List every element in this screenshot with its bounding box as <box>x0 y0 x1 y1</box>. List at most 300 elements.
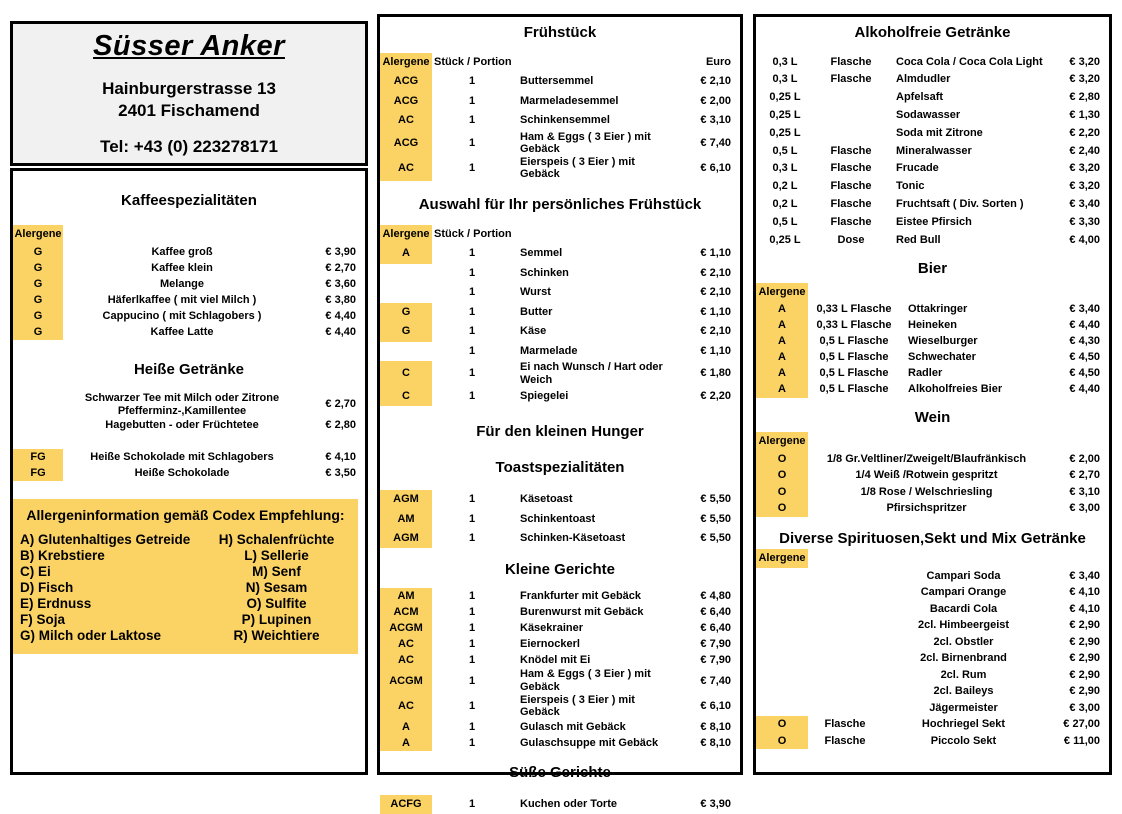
quantity-cell: 1 <box>468 798 476 811</box>
quantity-cell: 1 <box>468 674 476 687</box>
right-menu-box <box>753 14 1112 775</box>
item-name-line-1: Schwarzer Tee mit Milch oder Zitrone <box>84 392 280 404</box>
container-cell <box>808 601 882 618</box>
wine-item-list <box>756 451 1109 517</box>
menu-row <box>380 668 740 693</box>
menu-row <box>13 417 365 433</box>
quantity-cell: 1 <box>468 266 476 279</box>
allergen-cell: O <box>756 716 808 733</box>
item-name: Eierspeis ( 3 Eier ) mit Gebäck <box>520 155 635 181</box>
allergen-info-entry: G) Milch oder Laktose <box>20 628 162 644</box>
allergen-cell <box>756 568 808 585</box>
menu-row <box>380 264 740 284</box>
wine-section <box>756 408 1109 517</box>
item-name: Knödel mit Ei <box>520 654 591 667</box>
menu-row <box>380 735 740 751</box>
quantity-cell: 1 <box>468 344 476 357</box>
item-price: € 2,90 <box>1069 685 1100 698</box>
quantity-cell: 1 <box>468 162 476 175</box>
beer-item-list <box>756 302 1109 398</box>
item-price: € 3,40 <box>1069 197 1100 210</box>
item-name: Tonic <box>896 180 925 193</box>
allergen-info-entry: H) Schalenfrüchte <box>218 532 335 548</box>
allergen-info-right-column <box>199 532 354 644</box>
sweet-dishes-section-title: Süße Gerichte <box>509 763 611 781</box>
item-price: € 3,00 <box>1069 502 1100 515</box>
quantity-cell: 1 <box>468 136 476 149</box>
item-name: Heiße Schokolade mit Schlagobers <box>90 450 274 463</box>
allergen-cell: ACG <box>380 72 432 92</box>
item-price: € 4,40 <box>325 325 356 338</box>
container-cell: Flasche <box>824 718 866 731</box>
item-price: € 6,10 <box>700 699 731 712</box>
allergen-info-entry: D) Fisch <box>20 580 74 596</box>
menu-row <box>756 584 1109 601</box>
item-price: € 3,90 <box>700 798 731 811</box>
item-name: Sodawasser <box>896 108 961 121</box>
size-cell: 0,33 L Flasche <box>816 303 892 316</box>
menu-row <box>380 604 740 620</box>
spirits-item-list <box>756 568 1109 750</box>
allergen-info-entry: F) Soja <box>20 612 66 628</box>
allergen-info-title: Allergeninformation gemäß Codex Empfehlung: <box>26 507 345 524</box>
item-price: € 3,60 <box>325 277 356 290</box>
item-price: € 3,40 <box>1069 303 1100 316</box>
item-name: Eierspeis ( 3 Eier ) mit Gebäck <box>520 693 635 719</box>
container-cell <box>814 106 888 124</box>
menu-row <box>380 361 740 386</box>
item-name: Käse <box>520 325 547 338</box>
item-name: Gulasch mit Gebäck <box>520 720 626 733</box>
allergen-info-entry: N) Sesam <box>245 580 308 596</box>
menu-row <box>756 634 1109 651</box>
menu-row <box>380 529 740 549</box>
item-name: Cappucino ( mit Schlagobers ) <box>102 309 262 322</box>
item-name: Burenwurst mit Gebäck <box>520 606 644 619</box>
size-cell: 0,3 L <box>772 73 798 86</box>
item-name: Campari Orange <box>920 586 1007 599</box>
allergen-column-header: Alergene <box>380 53 432 72</box>
quantity-cell: 1 <box>468 114 476 127</box>
allergen-cell: G <box>380 322 432 342</box>
item-name: Schinken-Käsetoast <box>520 532 626 545</box>
menu-row <box>756 568 1109 585</box>
item-name: Ei nach Wunsch / Hart oder Weich <box>520 361 663 386</box>
beer-section <box>756 259 1109 398</box>
allergen-cell: FG <box>13 449 63 465</box>
item-price: € 2,80 <box>1069 91 1100 104</box>
item-price: € 4,40 <box>1069 319 1100 332</box>
menu-row <box>380 244 740 264</box>
size-cell: 0,5 L Flasche <box>819 367 889 380</box>
item-name: Heineken <box>908 319 957 332</box>
allergen-column-header: Alergene <box>13 225 63 244</box>
allergen-header-row <box>756 549 1109 568</box>
item-price: € 3,20 <box>1069 73 1100 86</box>
item-price: € 2,10 <box>700 286 731 299</box>
allergen-cell <box>13 417 63 433</box>
item-price: € 4,80 <box>700 590 731 603</box>
menu-row <box>380 694 740 719</box>
toast-item-list <box>380 490 740 549</box>
quantity-cell: 1 <box>468 94 476 107</box>
spirits-section <box>756 529 1109 750</box>
item-price: € 4,40 <box>325 309 356 322</box>
allergen-cell <box>13 392 63 417</box>
small-dishes-section <box>380 560 740 751</box>
item-price: € 1,10 <box>700 247 731 260</box>
menu-row <box>756 667 1109 684</box>
allergen-cell: ACGM <box>380 620 432 636</box>
menu-row <box>756 500 1109 517</box>
allergen-cell: A <box>756 366 808 382</box>
menu-row <box>380 111 740 131</box>
menu-row <box>756 160 1109 178</box>
item-price: € 7,40 <box>700 674 731 687</box>
size-cell: 0,25 L <box>769 233 801 246</box>
item-name: Ottakringer <box>908 303 968 316</box>
quantity-cell: 1 <box>468 638 476 651</box>
container-cell: Flasche <box>824 734 866 747</box>
menu-row <box>380 620 740 636</box>
quantity-cell: 1 <box>468 367 476 380</box>
container-cell: Dose <box>837 233 865 246</box>
menu-row <box>756 106 1109 124</box>
item-name: Red Bull <box>896 233 941 246</box>
container-cell <box>808 683 882 700</box>
item-price: € 3,10 <box>700 114 731 127</box>
menu-row <box>756 700 1109 717</box>
item-name: Kaffee klein <box>151 261 213 274</box>
hot-drinks-section-title: Heiße Getränke <box>133 361 245 378</box>
quantity-cell: 1 <box>468 736 476 749</box>
quantity-cell: 1 <box>468 532 476 545</box>
item-price: € 4,30 <box>1069 335 1100 348</box>
menu-row <box>13 324 365 340</box>
allergen-cell: AGM <box>380 529 432 549</box>
allergen-cell: ACG <box>380 92 432 112</box>
item-price: € 2,70 <box>1069 469 1100 482</box>
menu-row <box>380 719 740 735</box>
allergen-info-entry: A) Glutenhaltiges Getreide <box>20 532 191 548</box>
item-name: Jägermeister <box>929 701 998 714</box>
allergen-cell: O <box>756 451 808 468</box>
allergen-column-header: Alergene <box>380 225 432 244</box>
item-name: Hochriegel Sekt <box>921 718 1006 731</box>
allergen-cell <box>380 342 432 362</box>
sweet-dishes-section <box>380 763 740 814</box>
item-name: Häferlkaffee ( mit viel Milch ) <box>107 293 257 306</box>
container-cell <box>814 124 888 142</box>
allergen-info-entry: M) Senf <box>252 564 301 580</box>
item-name: Pfirsichspritzer <box>886 502 967 515</box>
item-name: Bacardi Cola <box>929 602 998 615</box>
allergen-cell: A <box>756 382 808 398</box>
item-price: € 3,20 <box>1069 162 1100 175</box>
beer-section-title: Bier <box>917 259 948 277</box>
menu-row <box>756 124 1109 142</box>
menu-row <box>756 142 1109 160</box>
size-cell: 0,3 L <box>772 55 798 68</box>
item-name-line-2: Pfefferminz-,Kamillentee <box>117 404 247 417</box>
item-name: Käsekrainer <box>520 622 583 635</box>
custom-breakfast-section-title: Auswahl für Ihr persönliches Frühstück <box>418 196 702 214</box>
item-price: € 4,10 <box>325 450 356 463</box>
item-price: € 1,10 <box>700 344 731 357</box>
item-price: € 8,10 <box>700 736 731 749</box>
address-line-2: 2401 Fischamend <box>118 101 260 120</box>
breakfast-section <box>380 23 740 181</box>
item-price: € 5,50 <box>700 532 731 545</box>
item-name <box>63 392 301 417</box>
allergen-header-row <box>756 432 1109 451</box>
menu-row <box>380 386 740 406</box>
menu-row <box>13 276 365 292</box>
coffee-item-list <box>13 244 365 340</box>
allergen-column-header: Alergene <box>756 432 808 451</box>
container-cell <box>808 667 882 684</box>
custom-breakfast-section <box>380 195 740 406</box>
quantity-cell: 1 <box>468 606 476 619</box>
allergen-cell: ACM <box>380 604 432 620</box>
quantity-cell: 1 <box>468 75 476 88</box>
item-name: Marmeladesemmel <box>520 94 619 107</box>
menu-row <box>380 156 740 181</box>
allergen-cell: AC <box>380 156 432 181</box>
item-price: € 2,20 <box>1069 126 1100 139</box>
item-price: € 4,50 <box>1069 367 1100 380</box>
item-price: € 3,80 <box>325 293 356 306</box>
allergen-info-grid <box>17 532 354 644</box>
allergen-cell: AC <box>380 694 432 719</box>
allergen-cell: G <box>380 303 432 323</box>
allergen-cell <box>380 283 432 303</box>
size-cell: 0,5 L <box>772 215 798 228</box>
item-name: Gulaschsuppe mit Gebäck <box>520 736 659 749</box>
item-price: € 27,00 <box>1063 718 1100 731</box>
item-price: € 5,50 <box>700 512 731 525</box>
item-price: € 2,10 <box>700 325 731 338</box>
item-name: Coca Cola / Coca Cola Light <box>896 55 1043 68</box>
allergen-info-entry: R) Weichtiere <box>233 628 320 644</box>
coffee-section-title: Kaffeespezialitäten <box>121 192 257 209</box>
menu-row <box>756 601 1109 618</box>
allergen-cell: C <box>380 361 432 386</box>
item-name: Apfelsaft <box>896 91 944 104</box>
menu-row <box>756 467 1109 484</box>
item-price: € 8,10 <box>700 720 731 733</box>
item-price: € 2,40 <box>1069 144 1100 157</box>
item-price: € 2,00 <box>1069 452 1100 465</box>
item-name: Semmel <box>520 247 563 260</box>
allergen-info-panel <box>13 499 358 654</box>
breakfast-section-title: Frühstück <box>523 24 597 41</box>
allergen-cell: AC <box>380 636 432 652</box>
item-name: Kaffee groß <box>151 245 213 258</box>
quantity-cell: 1 <box>468 622 476 635</box>
item-price: € 11,00 <box>1063 734 1100 747</box>
item-price: € 3,00 <box>1069 701 1100 714</box>
allergen-info-entry: L) Sellerie <box>244 548 309 564</box>
quantity-cell: 1 <box>468 590 476 603</box>
quantity-cell: 1 <box>468 305 476 318</box>
menu-row <box>13 292 365 308</box>
allergen-cell: ACGM <box>380 668 432 693</box>
item-name: Frankfurter mit Gebäck <box>520 590 642 603</box>
toast-section <box>380 458 740 549</box>
allergen-cell: AM <box>380 509 432 529</box>
restaurant-phone: Tel: +43 (0) 223278171 <box>100 137 278 157</box>
menu-row <box>380 588 740 604</box>
quantity-cell: 1 <box>468 720 476 733</box>
allergen-info-left-column <box>17 532 199 644</box>
size-cell: 0,5 L <box>772 144 798 157</box>
quantity-cell: 1 <box>468 493 476 506</box>
menu-row <box>756 617 1109 634</box>
item-price: € 3,50 <box>325 466 356 479</box>
small-dishes-section-title: Kleine Gerichte <box>504 561 616 579</box>
menu-row <box>756 716 1109 733</box>
quantity-cell: 1 <box>468 654 476 667</box>
allergen-cell <box>756 667 808 684</box>
menu-row <box>380 342 740 362</box>
item-name: Spiegelei <box>520 389 569 402</box>
item-price: € 2,00 <box>700 94 731 107</box>
item-price: € 2,70 <box>325 261 356 274</box>
allergen-cell: A <box>380 735 432 751</box>
spirits-section-title: Diverse Spirituosen,Sekt und Mix Getränke <box>779 529 1086 547</box>
item-price: € 7,40 <box>700 136 731 149</box>
allergen-cell <box>756 700 808 717</box>
container-cell: Flasche <box>830 55 872 68</box>
allergen-cell <box>380 264 432 284</box>
allergen-cell: G <box>13 292 63 308</box>
container-cell <box>808 650 882 667</box>
menu-row <box>756 71 1109 89</box>
quantity-cell: 1 <box>468 389 476 402</box>
item-name: Eiernockerl <box>520 638 580 651</box>
soft-drinks-section <box>756 23 1109 249</box>
allergen-cell: O <box>756 733 808 750</box>
toast-section-title: Toastspezialitäten <box>495 458 625 476</box>
item-price: € 6,40 <box>700 622 731 635</box>
allergen-info-entry: C) Ei <box>20 564 51 580</box>
item-name: 2cl. Birnenbrand <box>920 652 1007 665</box>
item-price: € 6,10 <box>700 162 731 175</box>
item-price: € 1,10 <box>700 305 731 318</box>
custom-breakfast-item-list <box>380 244 740 406</box>
size-cell: 0,3 L <box>772 162 798 175</box>
item-name: Schwechater <box>908 351 976 364</box>
soft-drinks-item-list <box>756 53 1109 249</box>
allergen-cell: O <box>756 500 808 517</box>
item-name: 2cl. Baileys <box>933 685 994 698</box>
small-hunger-heading: Für den kleinen Hunger <box>476 422 644 440</box>
size-cell: 0,25 L <box>769 108 801 121</box>
allergen-cell <box>756 650 808 667</box>
menu-row <box>380 92 740 112</box>
item-price: € 4,00 <box>1069 233 1100 246</box>
size-cell: 0,5 L Flasche <box>819 335 889 348</box>
soft-drinks-section-title: Alkoholfreie Getränke <box>854 24 1011 41</box>
item-name: Heiße Schokolade <box>134 466 230 479</box>
item-name: Soda mit Zitrone <box>896 126 983 139</box>
restaurant-name: Süsser Anker <box>93 29 285 62</box>
menu-row <box>756 178 1109 196</box>
item-price: € 2,70 <box>325 398 356 411</box>
middle-menu-box <box>377 14 743 811</box>
menu-row <box>756 366 1109 382</box>
item-price: € 2,90 <box>1069 635 1100 648</box>
allergen-column-header: Alergene <box>756 549 808 568</box>
allergen-cell: A <box>380 719 432 735</box>
item-price: € 5,50 <box>700 493 731 506</box>
coffee-section <box>13 191 365 340</box>
menu-row <box>756 89 1109 107</box>
item-price: € 3,30 <box>1069 215 1100 228</box>
allergen-info-entry: E) Erdnuss <box>20 596 92 612</box>
quantity-cell: 1 <box>468 286 476 299</box>
left-menu-box <box>10 168 368 775</box>
portion-column-header: Stück / Portion <box>434 56 512 69</box>
item-price: € 2,10 <box>700 75 731 88</box>
menu-row <box>13 244 365 260</box>
container-cell <box>808 700 882 717</box>
item-price: € 3,40 <box>1069 569 1100 582</box>
item-name: Buttersemmel <box>520 75 594 88</box>
item-name: Ham & Eggs ( 3 Eier ) mit Gebäck <box>520 130 651 156</box>
allergen-info-entry: P) Lupinen <box>241 612 312 628</box>
size-cell: 0,33 L Flasche <box>816 319 892 332</box>
quantity-cell: 1 <box>468 325 476 338</box>
allergen-cell: O <box>756 484 808 501</box>
item-price: € 6,40 <box>700 606 731 619</box>
container-cell: Flasche <box>830 215 872 228</box>
menu-row <box>13 465 365 481</box>
allergen-cell: G <box>13 276 63 292</box>
menu-row <box>380 283 740 303</box>
item-name: Kuchen oder Torte <box>520 798 617 811</box>
item-price: € 1,80 <box>700 367 731 380</box>
menu-row <box>13 449 365 465</box>
allergen-cell: A <box>756 318 808 334</box>
menu-row <box>13 392 365 417</box>
allergen-cell: AM <box>380 588 432 604</box>
item-name: Käsetoast <box>520 493 573 506</box>
container-cell <box>808 568 882 585</box>
item-price: € 7,90 <box>700 654 731 667</box>
allergen-cell: G <box>13 308 63 324</box>
menu-row <box>380 490 740 510</box>
item-price: € 2,90 <box>1069 668 1100 681</box>
item-name: 2cl. Obstler <box>933 635 994 648</box>
restaurant-address <box>102 78 276 122</box>
menu-row <box>756 231 1109 249</box>
hot-drinks-section <box>13 360 365 481</box>
size-cell: 0,5 L Flasche <box>819 383 889 396</box>
item-name: 2cl. Himbeergeist <box>917 619 1010 632</box>
menu-row <box>756 195 1109 213</box>
breakfast-item-list <box>380 72 740 181</box>
item-price: € 2,20 <box>700 389 731 402</box>
tea-item-list <box>13 392 365 433</box>
menu-row <box>756 484 1109 501</box>
allergen-cell: A <box>756 302 808 318</box>
quantity-cell: 1 <box>468 699 476 712</box>
wine-section-title: Wein <box>914 408 951 426</box>
allergen-cell <box>756 634 808 651</box>
container-cell <box>808 584 882 601</box>
